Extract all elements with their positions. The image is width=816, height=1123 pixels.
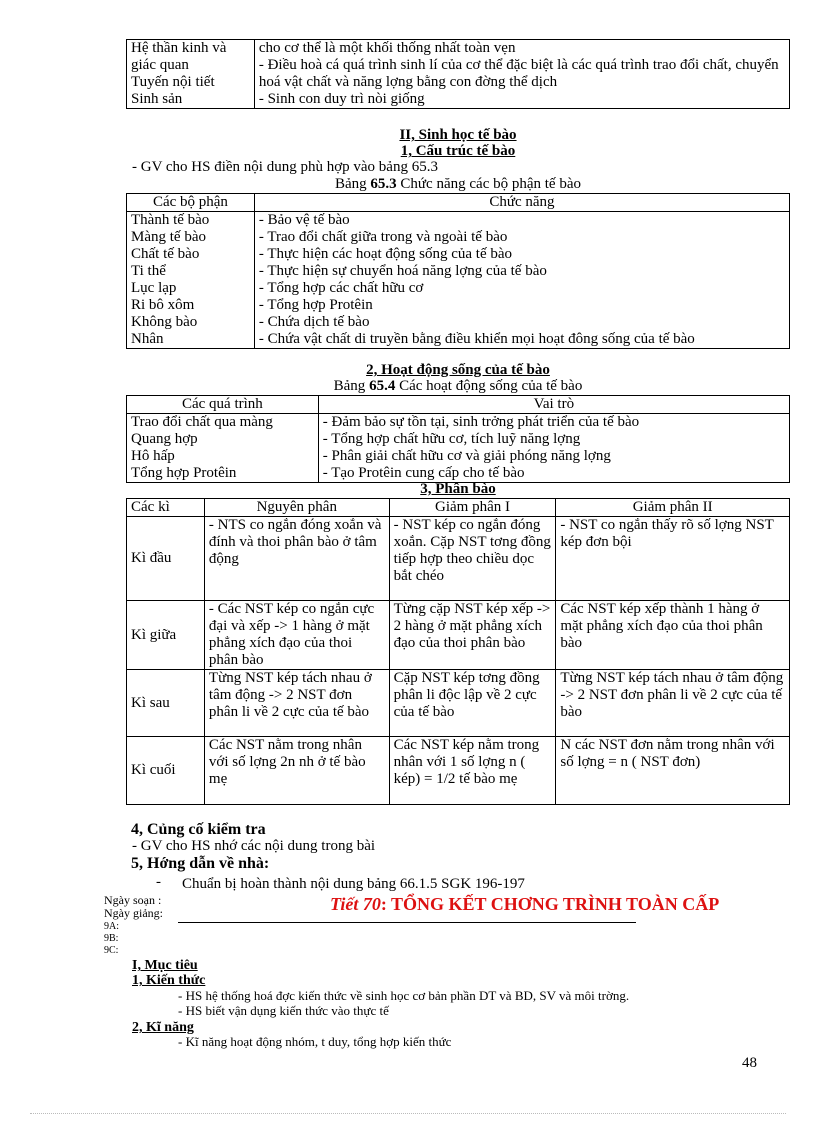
table654-caption-num: 65.4 bbox=[369, 378, 396, 394]
class-9b: 9B: bbox=[104, 933, 119, 944]
kt-item: - HS hệ thống hoá đợc kiến thức về sinh học cơ bản phần DT và BD, SV và môi trờng. bbox=[178, 988, 630, 1003]
phanbao-cell: Từng NST kép tách nhau ở tâm động -> 2 NST đơn phân li về 2 cực của tế bào bbox=[204, 670, 389, 737]
phanbao-header-stage: Các kì bbox=[127, 499, 205, 517]
table653-function: - Trao đổi chất giữa trong và ngoài tế bào bbox=[258, 229, 508, 245]
table654-process: Tổng hợp Protêin bbox=[131, 465, 237, 481]
phanbao-cell: Các NST nằm trong nhân với số lợng 2n nh ở tế bào mẹ bbox=[204, 737, 389, 805]
table654-header-process: Các quá trình bbox=[127, 396, 319, 414]
s4-text: - GV cho HS nhớ các nội dung trong bài bbox=[132, 838, 376, 854]
table654-process: Trao đổi chất qua màng bbox=[131, 414, 273, 430]
phanbao-stage: Kì giữa bbox=[127, 601, 205, 670]
top-table-left bbox=[127, 40, 255, 109]
ngay-giang: Ngày giảng: bbox=[104, 906, 163, 920]
table653-function: - Bảo vệ tế bào bbox=[258, 212, 350, 228]
sub3-title: 3, Phân bào bbox=[420, 481, 496, 497]
table654-caption-rest: Các hoạt động sống của tế bào bbox=[395, 378, 583, 394]
table653-caption bbox=[126, 176, 790, 193]
section2-title: II, Sinh học tế bào bbox=[399, 127, 517, 143]
s4-title: 4, Củng cố kiểm tra bbox=[131, 821, 266, 838]
table-654 bbox=[126, 395, 790, 483]
table654-role: - Đảm bảo sự tồn tại, sinh trởng phát triển của tế bào bbox=[322, 414, 640, 430]
lesson-title-prefix: Tiết 70 bbox=[330, 894, 381, 914]
kn-list bbox=[178, 1034, 451, 1049]
phanbao-cell: - Các NST kép co ngắn cực đại và xếp -> 1 hàng ở mặt phẳng xích đạo của thoi phân bào bbox=[204, 601, 389, 670]
phanbao-cell: Các NST kép nằm trong nhân với 1 số lợng n ( kép) = 1/2 tế bào mẹ bbox=[389, 737, 556, 805]
sub1-title: 1, Cấu trúc tế bào bbox=[400, 143, 516, 159]
table653-function-col bbox=[254, 212, 789, 349]
phanbao-cell: - NST co ngắn thấy rõ số lợng NST kép đơn bội bbox=[556, 517, 790, 601]
table654-process: Hô hấp bbox=[131, 448, 175, 464]
s5-item: Chuẩn bị hoàn thành nội dung bảng 66.1.5 SGK 196-197 bbox=[182, 876, 525, 892]
s5-title: 5, Hớng dẫn về nhà: bbox=[131, 855, 270, 872]
phanbao-stage: Kì đầu bbox=[127, 517, 205, 601]
lesson-title bbox=[330, 896, 719, 913]
organ-function-3: - Sinh con duy trì nòi giống bbox=[258, 91, 425, 107]
table-653 bbox=[126, 193, 790, 349]
kt-item: - HS biết vận dụng kiến thức vào thực tế bbox=[178, 1003, 389, 1018]
phanbao-cell: Từng NST kép tách nhau ở tâm động -> 2 NST đơn phân li về 2 cực của tế bào bbox=[556, 670, 790, 737]
table653-caption-prefix: Bảng bbox=[335, 176, 371, 192]
table654-role: - Tổng hợp chất hữu cơ, tích luỹ năng lợng bbox=[322, 431, 581, 447]
table653-part: Thành tế bào bbox=[131, 212, 210, 228]
ngay-soan: Ngày soạn : bbox=[104, 893, 162, 907]
table653-function: - Chứa vật chất di truyền bằng điều khiển mọi hoạt đông sống của tế bào bbox=[258, 331, 695, 347]
phanbao-stage: Kì sau bbox=[127, 670, 205, 737]
table653-caption-rest: Chức năng các bộ phận tế bào bbox=[396, 176, 581, 192]
muc-tieu: I, Mục tiêu bbox=[132, 958, 198, 973]
sub2-title: 2, Hoạt động sống của tế bào bbox=[366, 362, 550, 378]
table654-caption-prefix: Bảng bbox=[333, 378, 370, 394]
table653-part: Ri bô xôm bbox=[131, 297, 195, 313]
table653-function: - Tổng hợp Protêin bbox=[258, 297, 373, 313]
phanbao-cell: Các NST kép xếp thành 1 hàng ở mặt phẳng xích đạo của thoi phân bào bbox=[556, 601, 790, 670]
sub1-intro: - GV cho HS điền nội dung phù hợp vào bảng 65.3 bbox=[132, 159, 438, 175]
kt-list bbox=[178, 988, 629, 1018]
phanbao-cell: - NTS co ngắn đóng xoắn và đính và thoi phân bào ở tâm động bbox=[204, 517, 389, 601]
title-underline bbox=[178, 922, 636, 923]
table654-header-role: Vai trò bbox=[318, 396, 789, 414]
table654-role-col bbox=[318, 414, 789, 483]
s5-dash: - bbox=[156, 874, 161, 890]
organ-system-2: Tuyến nội tiết bbox=[131, 74, 215, 90]
table653-header-parts: Các bộ phận bbox=[127, 194, 255, 212]
lesson-title-rest: : TỔNG KẾT CHƠNG TRÌNH TOÀN CẤP bbox=[380, 894, 720, 914]
class-9a: 9A: bbox=[104, 921, 119, 932]
page-bottom-divider bbox=[30, 1113, 786, 1114]
phanbao-cell: N các NST đơn nằm trong nhân với số lợng = n ( NST đơn) bbox=[556, 737, 790, 805]
table653-function: - Tổng hợp các chất hữu cơ bbox=[258, 280, 424, 296]
table653-part: Màng tế bào bbox=[131, 229, 206, 245]
table654-caption bbox=[126, 378, 790, 395]
table654-role: - Phân giải chất hữu cơ và giải phóng năng lợng bbox=[322, 448, 611, 464]
table654-process: Quang hợp bbox=[131, 431, 198, 447]
phanbao-header-meiosis2: Giảm phân II bbox=[556, 499, 790, 517]
top-table bbox=[126, 39, 790, 109]
phanbao-header-mitosis: Nguyên phân bbox=[204, 499, 389, 517]
table653-part: Ti thể bbox=[131, 263, 166, 279]
table653-part: Chất tế bào bbox=[131, 246, 200, 262]
table653-part: Nhân bbox=[131, 331, 164, 347]
phanbao-cell: - NST kép co ngắn đóng xoắn. Cặp NST tơng đồng tiếp hợp theo chiều dọc bắt chéo bbox=[389, 517, 556, 601]
organ-function-2: - Điều hoà cá quá trình sinh lí của cơ thể đặc biệt là các quá trình trao đổi chất, chuyển hoá vật chất và năng lợng bằng con đờng thể dịch bbox=[258, 57, 779, 90]
ki-nang: 2, Kĩ năng bbox=[132, 1020, 194, 1035]
phanbao-cell: Từng cặp NST kép xếp -> 2 hàng ở mặt phẳng xích đạo của thoi phân bào bbox=[389, 601, 556, 670]
organ-system-1: Hệ thần kinh và giác quan bbox=[131, 40, 227, 73]
table653-caption-num: 65.3 bbox=[370, 176, 397, 192]
class-9c: 9C: bbox=[104, 945, 119, 956]
table654-process-col bbox=[127, 414, 319, 483]
table653-header-function: Chức năng bbox=[254, 194, 789, 212]
table653-parts-col bbox=[127, 212, 255, 349]
phanbao-header-meiosis1: Giảm phân I bbox=[389, 499, 556, 517]
class-list bbox=[104, 921, 119, 957]
kien-thuc: 1, Kiến thức bbox=[132, 973, 206, 988]
kn-item: - Kĩ năng hoạt động nhóm, t duy, tổng hợp kiến thức bbox=[178, 1034, 452, 1049]
table653-part: Không bào bbox=[131, 314, 198, 330]
phanbao-cell: Cặp NST kép tơng đồng phân li độc lập về 2 cực của tế bào bbox=[389, 670, 556, 737]
table653-part: Lục lạp bbox=[131, 280, 177, 296]
table653-function: - Thực hiện sự chuyển hoá năng lợng của tế bào bbox=[258, 263, 547, 279]
phanbao-stage: Kì cuối bbox=[127, 737, 205, 805]
table653-function: - Thực hiện các hoạt động sống của tế bào bbox=[258, 246, 513, 262]
organ-function-1: cho cơ thể là một khối thống nhất toàn vẹn bbox=[258, 40, 516, 56]
table-phanbao bbox=[126, 498, 790, 805]
top-table-right bbox=[254, 40, 789, 109]
page-number: 48 bbox=[742, 1055, 757, 1071]
table654-role: - Tạo Protêin cung cấp cho tế bào bbox=[322, 465, 525, 481]
organ-system-3: Sinh sản bbox=[131, 91, 183, 107]
table653-function: - Chứa dịch tế bào bbox=[258, 314, 370, 330]
